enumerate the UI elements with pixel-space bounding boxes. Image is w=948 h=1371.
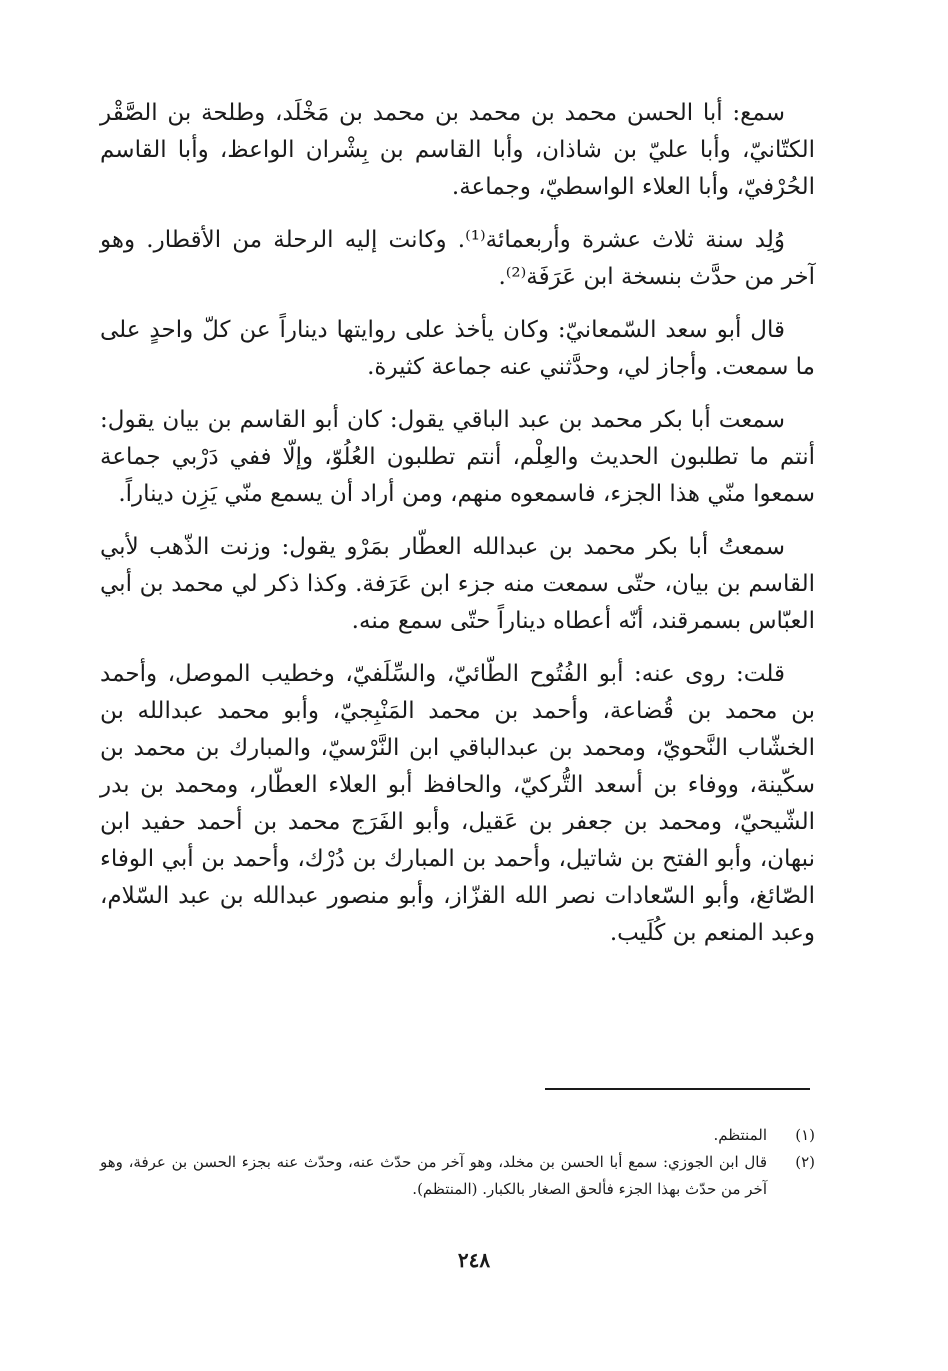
paragraph-samani: قال أبو سعد السّمعانيّ: وكان يأخذ على روايتها ديناراً عن كلّ واحدٍ على ما سمعت. وأجاز لي، وحدَّثني عنه جماعة كثيرة.: [100, 317, 815, 380]
footnote-item: [100, 1122, 815, 1149]
page-number: ٢٤٨: [457, 1248, 491, 1272]
footnotes: [100, 1122, 815, 1203]
footnote-text: المنتظم.: [713, 1126, 767, 1144]
main-text: [100, 95, 815, 968]
paragraph-attar: سمعتُ أبا بكر محمد بن عبدالله العطّار بمَرْو يقول: وزنت الذّهب لأبي القاسم بن بيان، حتّى سمعت منه جزء ابن عَرَفة. وكذا ذكر لي محمد بن أبي العبّاس بسمرقند، أنّه أعطاه ديناراً حتّى سمع منه.: [100, 534, 815, 634]
footnote-number: (١): [795, 1126, 815, 1144]
paragraph-teachers: سمع: أبا الحسن محمد بن محمد بن محمد بن مَخْلَد، وطلحة بن الصَّقْر الكتّانيّ، وأبا عليّ بن شاذان، وأبا القاسم بن بِشْران الواعظ، وأبا القاسم الحُرْفيّ، وأبا العلاء الواسطيّ، وجماعة.: [100, 100, 815, 200]
footnote-item: [100, 1149, 815, 1203]
footnote-number: (٢): [795, 1153, 815, 1171]
footnote-divider: [545, 1088, 810, 1090]
paragraph-birth: وُلِد سنة ثلاث عشرة وأربعمائة⁽¹⁾. وكانت إليه الرحلة من الأقطار. وهو آخر من حدَّث بنسخة ابن عَرَفَة⁽²⁾.: [100, 227, 815, 290]
paragraph-students: قلت: روى عنه: أبو الفُتُوح الطّائيّ، والسِّلَفيّ، وخطيب الموصل، وأحمد بن محمد بن قُضاعة، وأحمد بن محمد المَنْبِجيّ، وأبو محمد عبدالله بن الخشّاب النَّحويّ، ومحمد بن عبدالباقي ابن النَّرْسيّ، والمبارك بن محمد بن سكّينة، ووفاء بن أسعد التُّركيّ، والحافظ أبو العلاء العطّار، ومحمد بن بدر الشّيحيّ، ومحمد بن جعفر بن عَقيل، وأبو الفَرَج محمد بن أحمد حفيد ابن نبهان، وأبو الفتح بن شاتيل، وأحمد بن المبارك بن دُرْك، وأحمد بن أبي الوفاء الصّائغ، وأبو السّعادات نصر الله القزّاز، وأبو منصور عبدالله بن عبد السّلام، وعبد المنعم بن كُلَيب.: [100, 661, 815, 946]
paragraph-abd-albaqi: سمعت أبا بكر محمد بن عبد الباقي يقول: كان أبو القاسم بن بيان يقول: أنتم ما تطلبون الحديث والعِلْم، أنتم تطلبون العُلُوّ، وإلّا ففي دَرْبي جماعة سمعوا منّي هذا الجزء، فاسمعوه منهم، ومن أراد أن يسمع منّي يَزِن ديناراً.: [100, 407, 815, 507]
footnote-text: قال ابن الجوزي: سمع أبا الحسن بن مخلد، وهو آخر من حدّث عنه، وحدّث عنه بجزء الحسن بن عرفة، وهو آخر من حدّث بهذا الجزء فألحق الصغار بالكبار. (المنتظم).: [100, 1153, 767, 1198]
